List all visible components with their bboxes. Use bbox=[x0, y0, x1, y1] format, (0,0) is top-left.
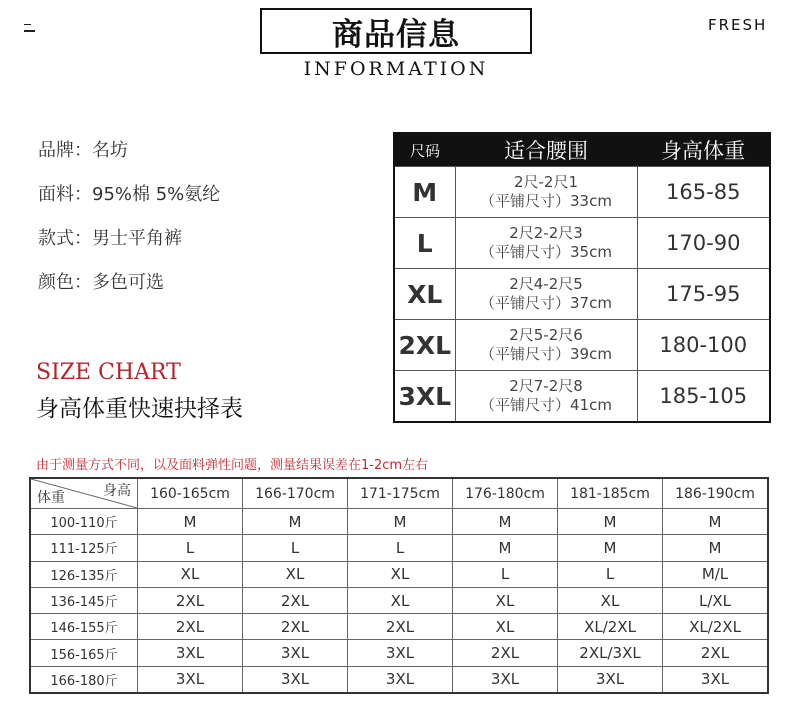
header-waist: 适合腰围 bbox=[455, 133, 637, 167]
size-cell: XL bbox=[138, 561, 243, 587]
height-weight: 175-95 bbox=[637, 269, 770, 320]
table-row bbox=[30, 640, 768, 666]
height-weight: 180-100 bbox=[637, 320, 770, 371]
size-cell: 3XL bbox=[453, 666, 558, 693]
waist-range: 2尺7-2尺8 bbox=[509, 377, 583, 395]
waist-cell bbox=[455, 371, 637, 423]
measurement-note: 由于测量方式不同，以及面料弹性问题，测量结果误差在1-2cm左右 bbox=[36, 458, 429, 473]
height-weight: 170-90 bbox=[637, 218, 770, 269]
weight-label: 100-110斤 bbox=[30, 509, 138, 535]
waist-cell bbox=[455, 320, 637, 371]
size-row bbox=[394, 167, 770, 218]
size-label: XL bbox=[394, 269, 455, 320]
table-row bbox=[30, 666, 768, 693]
waist-range: 2尺2-2尺3 bbox=[509, 224, 583, 242]
height-weight: 185-105 bbox=[637, 371, 770, 423]
waist-cell bbox=[455, 269, 637, 320]
size-row bbox=[394, 371, 770, 423]
size-cell: XL/2XL bbox=[663, 614, 769, 640]
table-row bbox=[30, 561, 768, 587]
size-row bbox=[394, 218, 770, 269]
size-row bbox=[394, 269, 770, 320]
flat-size: （平铺尺寸）37cm bbox=[480, 294, 612, 312]
size-cell: XL bbox=[558, 587, 663, 613]
size-cell: 3XL bbox=[243, 666, 348, 693]
size-cell: M bbox=[558, 509, 663, 535]
size-cell: 2XL bbox=[453, 640, 558, 666]
size-cell: 3XL bbox=[138, 666, 243, 693]
size-label: 3XL bbox=[394, 371, 455, 423]
page-title: 商品信息 bbox=[260, 8, 532, 54]
height-header: 181-185cm bbox=[558, 478, 663, 509]
size-chart-title-cn: 身高体重快速抉择表 bbox=[36, 396, 243, 422]
weight-label: 136-145斤 bbox=[30, 587, 138, 613]
flat-size: （平铺尺寸）39cm bbox=[480, 345, 612, 363]
corner-cell bbox=[30, 478, 138, 509]
waist-range: 2尺5-2尺6 bbox=[509, 326, 583, 344]
info-brand: 品牌：名坊 bbox=[38, 140, 128, 161]
size-cell: 2XL bbox=[243, 587, 348, 613]
size-cell: L bbox=[243, 535, 348, 561]
header-size: 尺码 bbox=[394, 133, 455, 167]
menu-icon[interactable] bbox=[24, 30, 35, 32]
weight-label: 111-125斤 bbox=[30, 535, 138, 561]
weight-label: 126-135斤 bbox=[30, 561, 138, 587]
size-cell: XL bbox=[348, 561, 453, 587]
page-subtitle: INFORMATION bbox=[303, 58, 489, 80]
waist-cell bbox=[455, 167, 637, 218]
size-cell: 3XL bbox=[663, 666, 769, 693]
size-label: M bbox=[394, 167, 455, 218]
waist-range: 2尺-2尺1 bbox=[513, 173, 579, 191]
size-cell: XL bbox=[243, 561, 348, 587]
product-info-list bbox=[38, 136, 220, 312]
size-cell: 2XL bbox=[138, 587, 243, 613]
size-cell: XL bbox=[453, 614, 558, 640]
table-row bbox=[30, 587, 768, 613]
size-cell: 3XL bbox=[348, 666, 453, 693]
waist-range: 2尺4-2尺5 bbox=[509, 275, 583, 293]
size-cell: M/L bbox=[663, 561, 769, 587]
size-cell: 2XL bbox=[348, 614, 453, 640]
size-table bbox=[393, 132, 771, 423]
weight-label: 156-165斤 bbox=[30, 640, 138, 666]
table-row bbox=[30, 614, 768, 640]
info-style: 款式：男士平角裤 bbox=[38, 228, 182, 249]
height-weight-reference-table bbox=[29, 477, 769, 694]
height-header: 160-165cm bbox=[138, 478, 243, 509]
size-cell: L bbox=[453, 561, 558, 587]
size-cell: M bbox=[138, 509, 243, 535]
flat-size: （平铺尺寸）41cm bbox=[480, 396, 612, 414]
size-cell: L bbox=[348, 535, 453, 561]
brand-label: FRESH bbox=[708, 16, 768, 34]
size-cell: M bbox=[348, 509, 453, 535]
table-row bbox=[30, 509, 768, 535]
size-cell: 3XL bbox=[138, 640, 243, 666]
flat-size: （平铺尺寸）35cm bbox=[480, 243, 612, 261]
size-table-header bbox=[394, 133, 770, 167]
corner-height-label: 身高 bbox=[103, 483, 131, 499]
size-cell: M bbox=[453, 535, 558, 561]
size-cell: XL/2XL bbox=[558, 614, 663, 640]
height-header: 176-180cm bbox=[453, 478, 558, 509]
waist-cell bbox=[455, 218, 637, 269]
size-cell: 2XL bbox=[663, 640, 769, 666]
info-color: 颜色：多色可选 bbox=[38, 272, 164, 293]
height-header: 171-175cm bbox=[348, 478, 453, 509]
size-label: L bbox=[394, 218, 455, 269]
size-cell: 2XL/3XL bbox=[558, 640, 663, 666]
size-row bbox=[394, 320, 770, 371]
height-header: 186-190cm bbox=[663, 478, 769, 509]
size-cell: 3XL bbox=[558, 666, 663, 693]
size-cell: L/XL bbox=[663, 587, 769, 613]
size-cell: M bbox=[663, 509, 769, 535]
height-weight: 165-85 bbox=[637, 167, 770, 218]
flat-size: （平铺尺寸）33cm bbox=[480, 192, 612, 210]
height-header: 166-170cm bbox=[243, 478, 348, 509]
size-cell: 3XL bbox=[243, 640, 348, 666]
size-cell: 3XL bbox=[348, 640, 453, 666]
size-cell: XL bbox=[348, 587, 453, 613]
weight-label: 166-180斤 bbox=[30, 666, 138, 693]
ref-header-row bbox=[30, 478, 768, 509]
size-cell: XL bbox=[453, 587, 558, 613]
corner-weight-label: 体重 bbox=[37, 490, 65, 506]
size-cell: 2XL bbox=[243, 614, 348, 640]
size-cell: L bbox=[558, 561, 663, 587]
size-chart-title-en: SIZE CHART bbox=[36, 360, 181, 385]
size-cell: M bbox=[663, 535, 769, 561]
size-cell: M bbox=[453, 509, 558, 535]
size-cell: M bbox=[558, 535, 663, 561]
size-cell: M bbox=[243, 509, 348, 535]
info-fabric: 面料：95%棉 5%氨纶 bbox=[38, 184, 221, 205]
size-label: 2XL bbox=[394, 320, 455, 371]
table-row bbox=[30, 535, 768, 561]
size-cell: 2XL bbox=[138, 614, 243, 640]
header-height-weight: 身高体重 bbox=[637, 133, 770, 167]
weight-label: 146-155斤 bbox=[30, 614, 138, 640]
size-cell: L bbox=[138, 535, 243, 561]
